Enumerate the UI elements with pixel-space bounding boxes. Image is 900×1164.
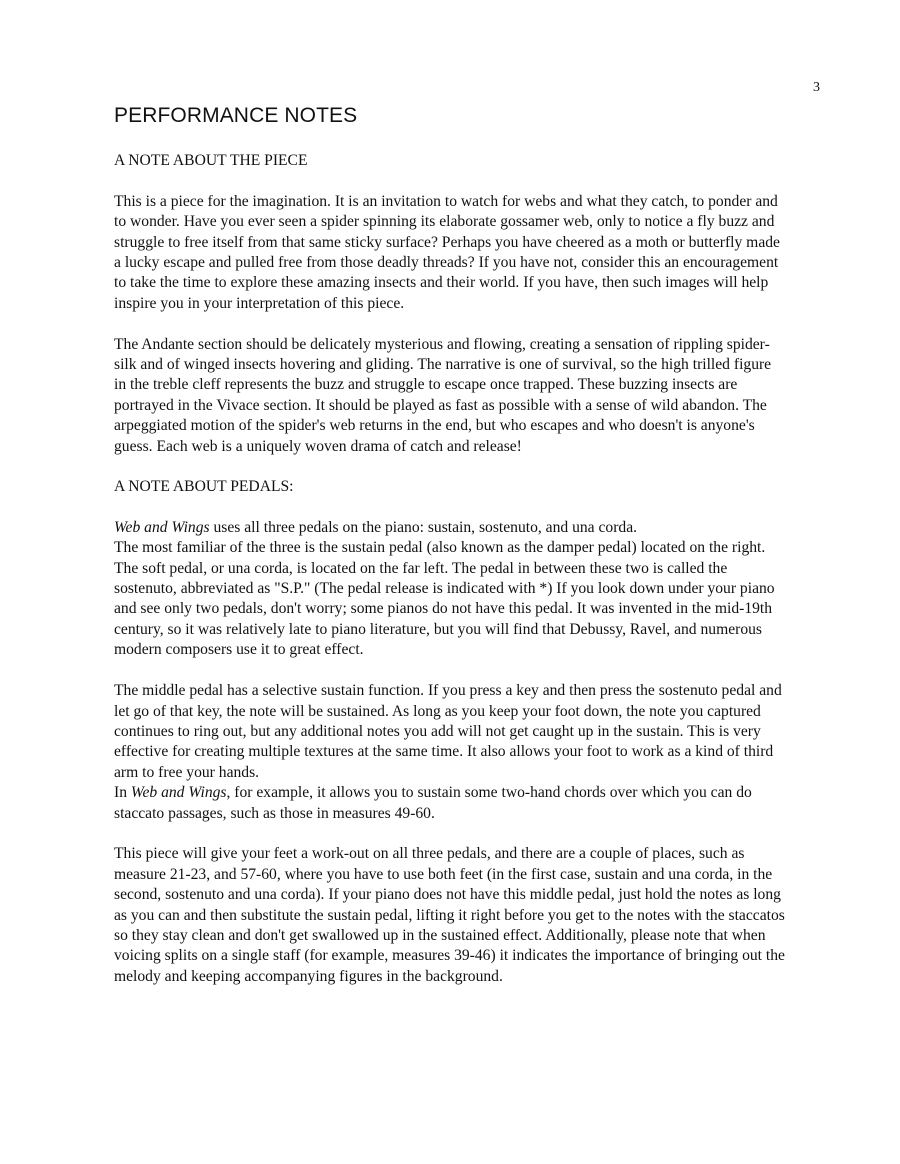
section-heading-piece: A NOTE ABOUT THE PIECE xyxy=(114,152,308,169)
paragraph-pedals-workout: This piece will give your feet a work-out on all three pedals, and there are a couple of places, such as measure 21-23, and 57-60, where you have to use both feet (in the first case, sustain and una corda, in the second, sostenuto and una corda). If your piano does not have this middle pedal, just hold the notes as long as you can and then substitute the sustain pedal, lifting it right before you get to the notes with the staccatos so they stay clean and don't get swallowed up in the sustained effect. Additionally, please note that when voicing splits on a single staff (for example, measures 39-46) it indicates the importance of bringing out the melody and keeping accompanying figures in the background. xyxy=(114,845,785,985)
text-span: uses all three pedals on the piano: sustain, sostenuto, and una corda. xyxy=(209,518,638,536)
paragraph-piece-imagination: This is a piece for the imagination. It is an invitation to watch for webs and what they catch, to ponder and to wonder. Have you ever seen a spider spinning its elaborate gossamer web, only to notice a fly buzz and struggle to free itself from that same sticky surface? Perhaps you have cheered as a moth or butterfly made a lucky escape and pulled free from those deadly threads? If you have not, consider this an encouragement to take the time to explore these amazing insects and their world. If you have, then such images will help inspire you in your interpretation of this piece. xyxy=(114,192,780,312)
page-number: 3 xyxy=(813,80,820,95)
section-heading-pedals: A NOTE ABOUT PEDALS: xyxy=(114,478,294,496)
text-span: In xyxy=(114,784,131,802)
italic-title: Web and Wings xyxy=(130,784,227,802)
text-span: , for example, it allows you to sustain some two-hand chords over which you can do staccato passages, such as those in measures 49-60. xyxy=(114,784,752,822)
text-span: The most familiar of the three is the sustain pedal (also known as the damper pedal) located on the right. The soft pedal, or una corda, is located on the far left. The pedal in between these two is called the sostenuto, abbreviated as "S.P." (The pedal release is indicated with *) If you look down under your piano and see only two pedals, don't worry; some pianos do not have this pedal. It was invented in the mid-19th century, so it was relatively late to piano literature, but you will find that Debussy, Ravel, and numerous modern composers use it to great effect. xyxy=(114,539,775,659)
text-span: The middle pedal has a selective sustain function. If you press a key and then press the sostenuto pedal and let go of that key, the note will be sustained. As long as you keep your foot down, the note you captured continues to ring out, but any additional notes you add will not get caught up in the sustain. This is very effective for creating multiple textures at the same time. It also allows your foot to work as a kind of third arm to free your hands. xyxy=(114,682,782,781)
paragraph-piece-andante: The Andante section should be delicately mysterious and flowing, creating a sensation of rippling spider-silk and of winged insects hovering and gliding. The narrative is one of survival, so the high trilled figure in the treble cleff represents the buzz and struggle to escape once trapped. These buzzing insects are portrayed in the Vivace section. It should be played as fast as possible with a sense of wild abandon. The arpeggiated motion of the spider's web returns in the end, but who escapes and who doesn't is anyone's guess. Each web is a uniquely woven drama of catch and release! xyxy=(114,335,772,455)
page-title: PERFORMANCE NOTES xyxy=(114,104,358,127)
paragraph-pedals-sostenuto xyxy=(114,681,786,824)
document-body xyxy=(114,101,786,987)
paragraph-pedals-overview xyxy=(114,518,786,661)
italic-title: Web and Wings xyxy=(114,518,210,536)
